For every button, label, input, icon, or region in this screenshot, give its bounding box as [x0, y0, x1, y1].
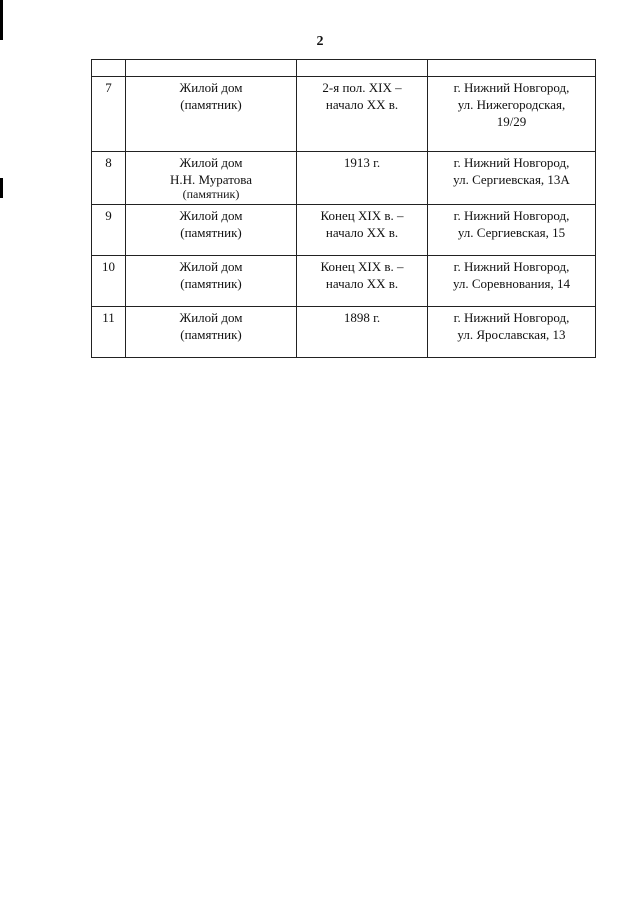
object-name	[126, 205, 297, 256]
table-row	[92, 307, 596, 358]
object-date	[297, 152, 428, 205]
date-line: 2-я пол. XIX –	[322, 80, 402, 95]
name-line: Жилой дом	[179, 155, 243, 170]
address-line: г. Нижний Новгород,	[453, 208, 570, 223]
table-row	[92, 77, 596, 152]
date-line: 1898 г.	[343, 310, 381, 325]
header-cell-number	[92, 60, 126, 77]
table-row	[92, 256, 596, 307]
name-line: Жилой дом	[179, 310, 243, 325]
name-line: Жилой дом	[179, 259, 243, 274]
name-line: (памятник)	[180, 225, 242, 240]
table-row	[92, 205, 596, 256]
scan-edge-mark	[0, 178, 3, 198]
date-line: начало XX в.	[325, 225, 399, 240]
page-number: 2	[316, 34, 324, 49]
date-line: 1913 г.	[343, 155, 381, 170]
object-address	[428, 307, 596, 358]
address-line: г. Нижний Новгород,	[453, 155, 570, 170]
name-line: Жилой дом	[179, 80, 243, 95]
object-name	[126, 152, 297, 205]
address-line: ул. Сергиевская, 13А	[453, 172, 570, 187]
name-line: (памятник)	[180, 327, 242, 342]
object-date	[297, 205, 428, 256]
object-name	[126, 307, 297, 358]
address-line: г. Нижний Новгород,	[453, 310, 570, 325]
row-number: 9	[92, 205, 126, 256]
date-line: Конец XIX в. –	[320, 208, 404, 223]
name-line: (памятник)	[180, 276, 242, 291]
table-row	[92, 152, 596, 205]
header-cell-address	[428, 60, 596, 77]
header-cell-date	[297, 60, 428, 77]
object-address	[428, 205, 596, 256]
date-line: начало XX в.	[325, 276, 399, 291]
name-line: Н.Н. Муратова	[170, 172, 252, 187]
row-number: 11	[92, 307, 126, 358]
monuments-table	[91, 59, 596, 358]
object-address	[428, 152, 596, 205]
header-cell-name	[126, 60, 297, 77]
address-line: ул. Сергиевская, 15	[457, 225, 566, 240]
address-line: ул. Соревнования, 14	[452, 276, 571, 291]
row-number: 7	[92, 77, 126, 152]
name-line: Жилой дом	[179, 208, 243, 223]
address-line: г. Нижний Новгород,	[453, 259, 570, 274]
object-date	[297, 77, 428, 152]
address-line: г. Нижний Новгород,	[453, 80, 570, 95]
object-address	[428, 256, 596, 307]
name-line: (памятник)	[182, 187, 240, 201]
address-line: ул. Нижегородская,	[457, 97, 566, 112]
object-date	[297, 256, 428, 307]
object-address	[428, 77, 596, 152]
object-name	[126, 256, 297, 307]
address-line: ул. Ярославская, 13	[457, 327, 566, 342]
address-line: 19/29	[496, 114, 527, 129]
name-line: (памятник)	[180, 97, 242, 112]
date-line: Конец XIX в. –	[320, 259, 404, 274]
table-header-row	[92, 60, 596, 77]
row-number: 8	[92, 152, 126, 205]
date-line: начало XX в.	[325, 97, 399, 112]
row-number: 10	[92, 256, 126, 307]
object-name	[126, 77, 297, 152]
object-date	[297, 307, 428, 358]
